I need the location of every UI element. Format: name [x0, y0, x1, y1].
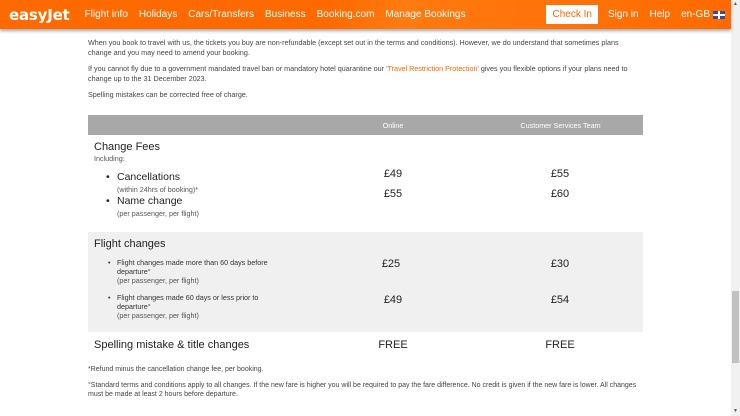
nav-holidays[interactable]: Holidays — [138, 9, 178, 20]
fees-table-header — [88, 115, 643, 135]
sign-in-link[interactable]: Sign in — [607, 9, 639, 20]
change-fees-subtitle: Including: — [94, 154, 125, 163]
spelling-changes-row — [88, 332, 643, 358]
name-change-cst-price: £60 — [550, 188, 570, 200]
top-navigation-bar — [0, 0, 731, 29]
intro-text — [88, 38, 644, 107]
footnotes — [88, 365, 644, 406]
nav-flight-info[interactable]: Flight info — [84, 9, 128, 20]
change-fees-title: Change Fees — [94, 141, 161, 153]
nav-manage-bookings[interactable]: Manage Bookings — [385, 9, 466, 20]
cancellations-label: Cancellations — [117, 171, 181, 183]
flight-change-over-60-label: Flight changes made more than 60 days before departure° — [117, 258, 268, 276]
flight-change-over-60-cst-price: £30 — [550, 258, 570, 270]
spelling-cst-price: FREE — [545, 339, 575, 351]
flight-change-under-60-label: Flight changes made 60 days or less prior to departure° — [117, 293, 259, 311]
bullet-dot: • — [108, 258, 111, 267]
bullet-dot: • — [108, 293, 111, 302]
language-label: en-GB — [681, 9, 710, 20]
intro-paragraph-3: Spelling mistakes can be corrected free of charge. — [88, 90, 248, 99]
language-selector[interactable] — [681, 9, 725, 20]
intro-text-after-link: gives you flexible options if your plans need to change up to the 31 December 2023. — [88, 64, 628, 83]
cancellations-online-price: £49 — [383, 168, 403, 180]
name-change-online-price: £55 — [383, 188, 403, 200]
header-online: Online — [382, 121, 404, 130]
check-in-button[interactable]: Check In — [546, 5, 597, 24]
nav-cars-transfers[interactable]: Cars/Transfers — [188, 9, 255, 20]
nav-booking-com[interactable]: Booking.com — [316, 9, 375, 20]
name-change-label: Name change — [117, 195, 183, 207]
travel-restriction-protection-link[interactable]: 'Travel Restriction Protection' — [386, 64, 479, 73]
scroll-down-arrow-icon[interactable]: ▼ — [733, 408, 738, 414]
main-nav — [85, 9, 477, 20]
nav-business[interactable]: Business — [265, 9, 306, 20]
cancellations-note: (within 24hrs of booking)* — [117, 185, 199, 194]
cancellations-cst-price: £55 — [550, 168, 570, 180]
scrollbar-thumb[interactable] — [732, 291, 739, 363]
user-nav — [546, 5, 725, 24]
flight-change-over-60-note: (per passenger, per flight) — [117, 276, 199, 285]
flight-change-under-60-note: (per passenger, per flight) — [117, 311, 199, 320]
intro-paragraph-1: When you book to travel with us, the tickets you buy are non-refundable (except set out in the terms and conditions). However, we do understand that sometimes plans change and you may need to amend your booking. — [88, 38, 619, 57]
change-fees-section — [88, 135, 643, 232]
flight-change-under-60-online-price: £49 — [383, 294, 403, 306]
scroll-up-arrow-icon[interactable]: ▲ — [733, 1, 738, 7]
intro-paragraph-2 — [88, 64, 644, 83]
help-link[interactable]: Help — [649, 9, 671, 20]
spelling-online-price: FREE — [378, 339, 408, 351]
name-change-note: (per passenger, per flight) — [117, 209, 199, 218]
flight-changes-section — [88, 232, 643, 332]
header-customer-services: Customer Services Team — [520, 121, 601, 130]
vertical-scrollbar[interactable] — [731, 0, 740, 416]
flight-change-under-60-cst-price: £54 — [550, 294, 570, 306]
footnote-terms: °Standard terms and conditions apply to all changes. If the new fare is higher you will be required to pay the fare difference. No credit is given if the new fare is lower. All changes must be made at least 2 hours before departure. — [88, 381, 637, 398]
bullet-dot: • — [106, 171, 110, 183]
spelling-changes-title: Spelling mistake & title changes — [94, 339, 250, 351]
intro-text-before-link: If you cannot fly due to a government mandated travel ban or mandatory hotel quarantine our — [88, 64, 387, 73]
footnote-refund: *Refund minus the cancellation change fee, per booking. — [88, 366, 264, 373]
bullet-dot: • — [106, 195, 110, 207]
flight-change-over-60-online-price: £25 — [381, 258, 401, 270]
flight-changes-title: Flight changes — [94, 238, 166, 250]
easyjet-logo[interactable]: easyJet — [9, 5, 70, 24]
uk-flag-icon — [713, 11, 725, 19]
